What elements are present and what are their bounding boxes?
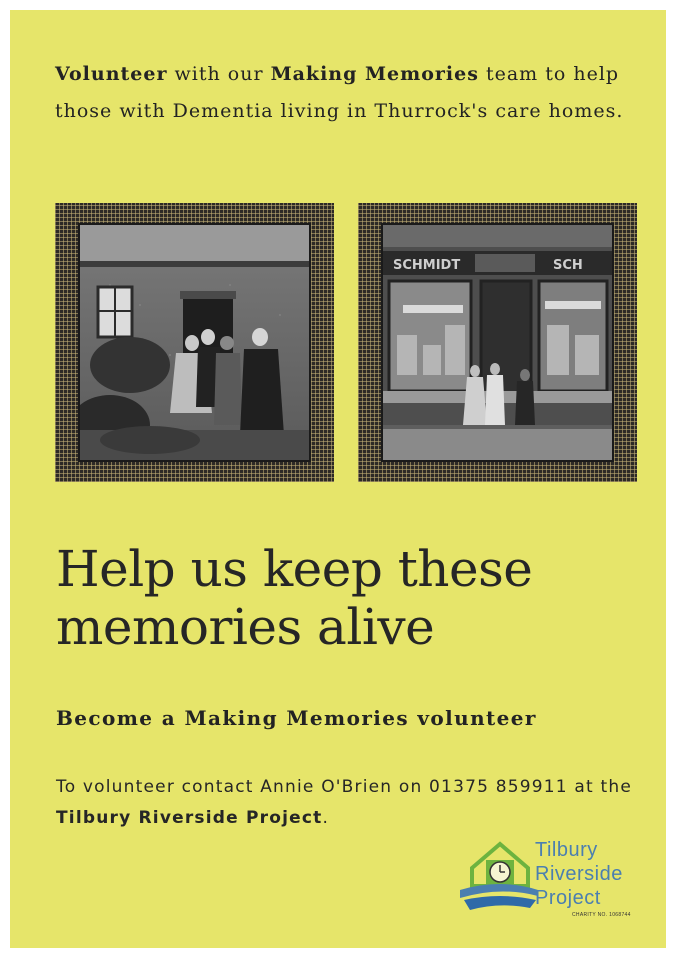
intro-text <box>55 56 635 130</box>
contact-text <box>56 772 646 834</box>
intro-making-memories: Making Memories <box>270 63 479 85</box>
shop-sign-left: SCHMIDT <box>393 258 461 273</box>
logo-charity-number: CHARITY NO. 1068744 <box>572 912 631 918</box>
contact-end: . <box>322 808 330 828</box>
intro-rest: team to help those with Dementia living in Thurrock's care homes. <box>55 63 624 122</box>
photo-schmidt-shop-front <box>381 223 614 462</box>
shop-sign-right: SCH <box>553 258 583 273</box>
tilbury-riverside-logo <box>460 828 640 924</box>
contact-org-name: Tilbury Riverside Project <box>56 808 323 828</box>
clock-tower-icon <box>460 834 540 914</box>
intro-with-our: with our <box>167 63 271 85</box>
intro-volunteer: Volunteer <box>55 63 168 85</box>
subhead: Become a Making Memories volunteer <box>56 706 537 730</box>
photo-frame-right <box>358 203 637 482</box>
logo-line-project: Project <box>535 887 601 909</box>
shop-photo-illustration <box>383 225 612 460</box>
cottage-photo-illustration <box>80 225 309 460</box>
contact-details: To volunteer contact Annie O'Brien on 01375 859911 at the <box>56 777 633 797</box>
photo-people-at-cottage-door <box>78 223 311 462</box>
poster <box>10 10 666 948</box>
photo-frame-left <box>55 203 334 482</box>
headline: Help us keep these memories alive <box>56 540 533 656</box>
logo-line-tilbury: Tilbury <box>535 839 598 861</box>
logo-line-riverside: Riverside <box>535 863 623 885</box>
